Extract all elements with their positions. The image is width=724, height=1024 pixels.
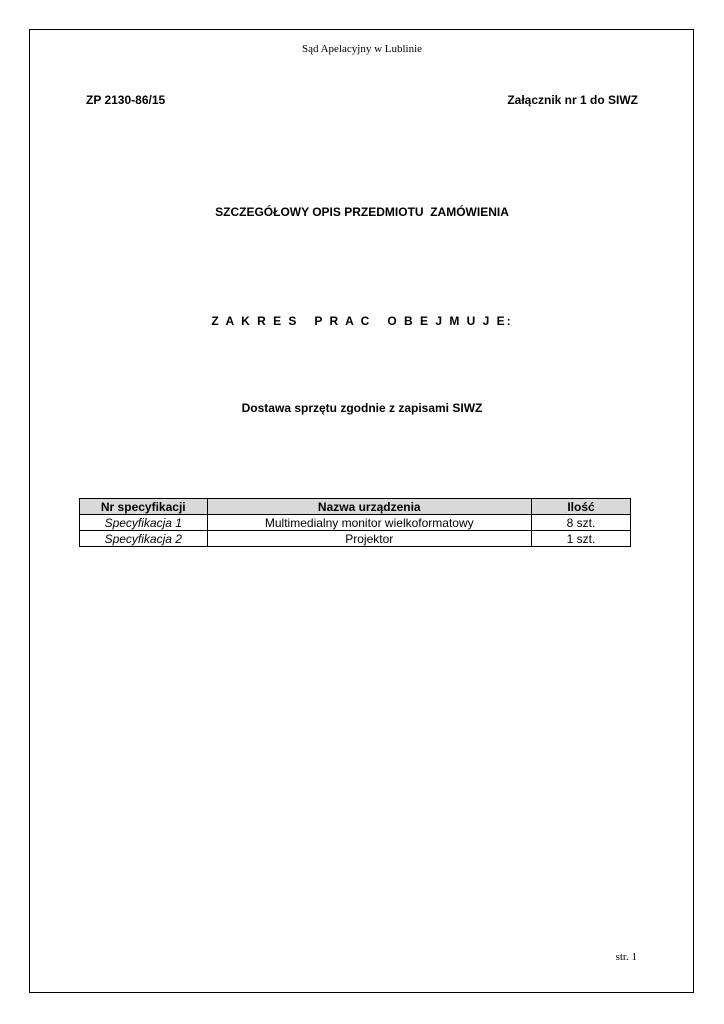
scope-heading: Z A K R E S P R A C O B E J M U J E:: [211, 314, 513, 328]
quantity-cell: 8 szt.: [532, 515, 631, 531]
spec-number-cell: Specyfikacja 1: [80, 515, 208, 531]
document-title: SZCZEGÓŁOWY OPIS PRZEDMIOTU ZAMÓWIENIA: [215, 205, 509, 219]
document-subtitle: Dostawa sprzętu zgodnie z zapisami SIWZ: [241, 401, 483, 415]
device-name-cell: Multimedialny monitor wielkoformatowy: [207, 515, 532, 531]
reference-number: ZP 2130-86/15: [86, 93, 166, 107]
court-name: Sąd Apelacyjny w Lublinie: [301, 43, 423, 55]
page-number: str. 1: [615, 951, 637, 963]
spec-number-cell: Specyfikacja 2: [80, 531, 208, 547]
attachment-label: Załącznik nr 1 do SIWZ: [507, 93, 638, 107]
column-header-device-name: Nazwa urządzenia: [207, 499, 532, 515]
table-header-row: [80, 499, 631, 515]
device-name-cell: Projektor: [207, 531, 532, 547]
table-row: [80, 531, 631, 547]
column-header-quantity: Ilość: [532, 499, 631, 515]
column-header-spec-number: Nr specyfikacji: [80, 499, 208, 515]
specification-table: [79, 498, 631, 547]
quantity-cell: 1 szt.: [532, 531, 631, 547]
table-row: [80, 515, 631, 531]
